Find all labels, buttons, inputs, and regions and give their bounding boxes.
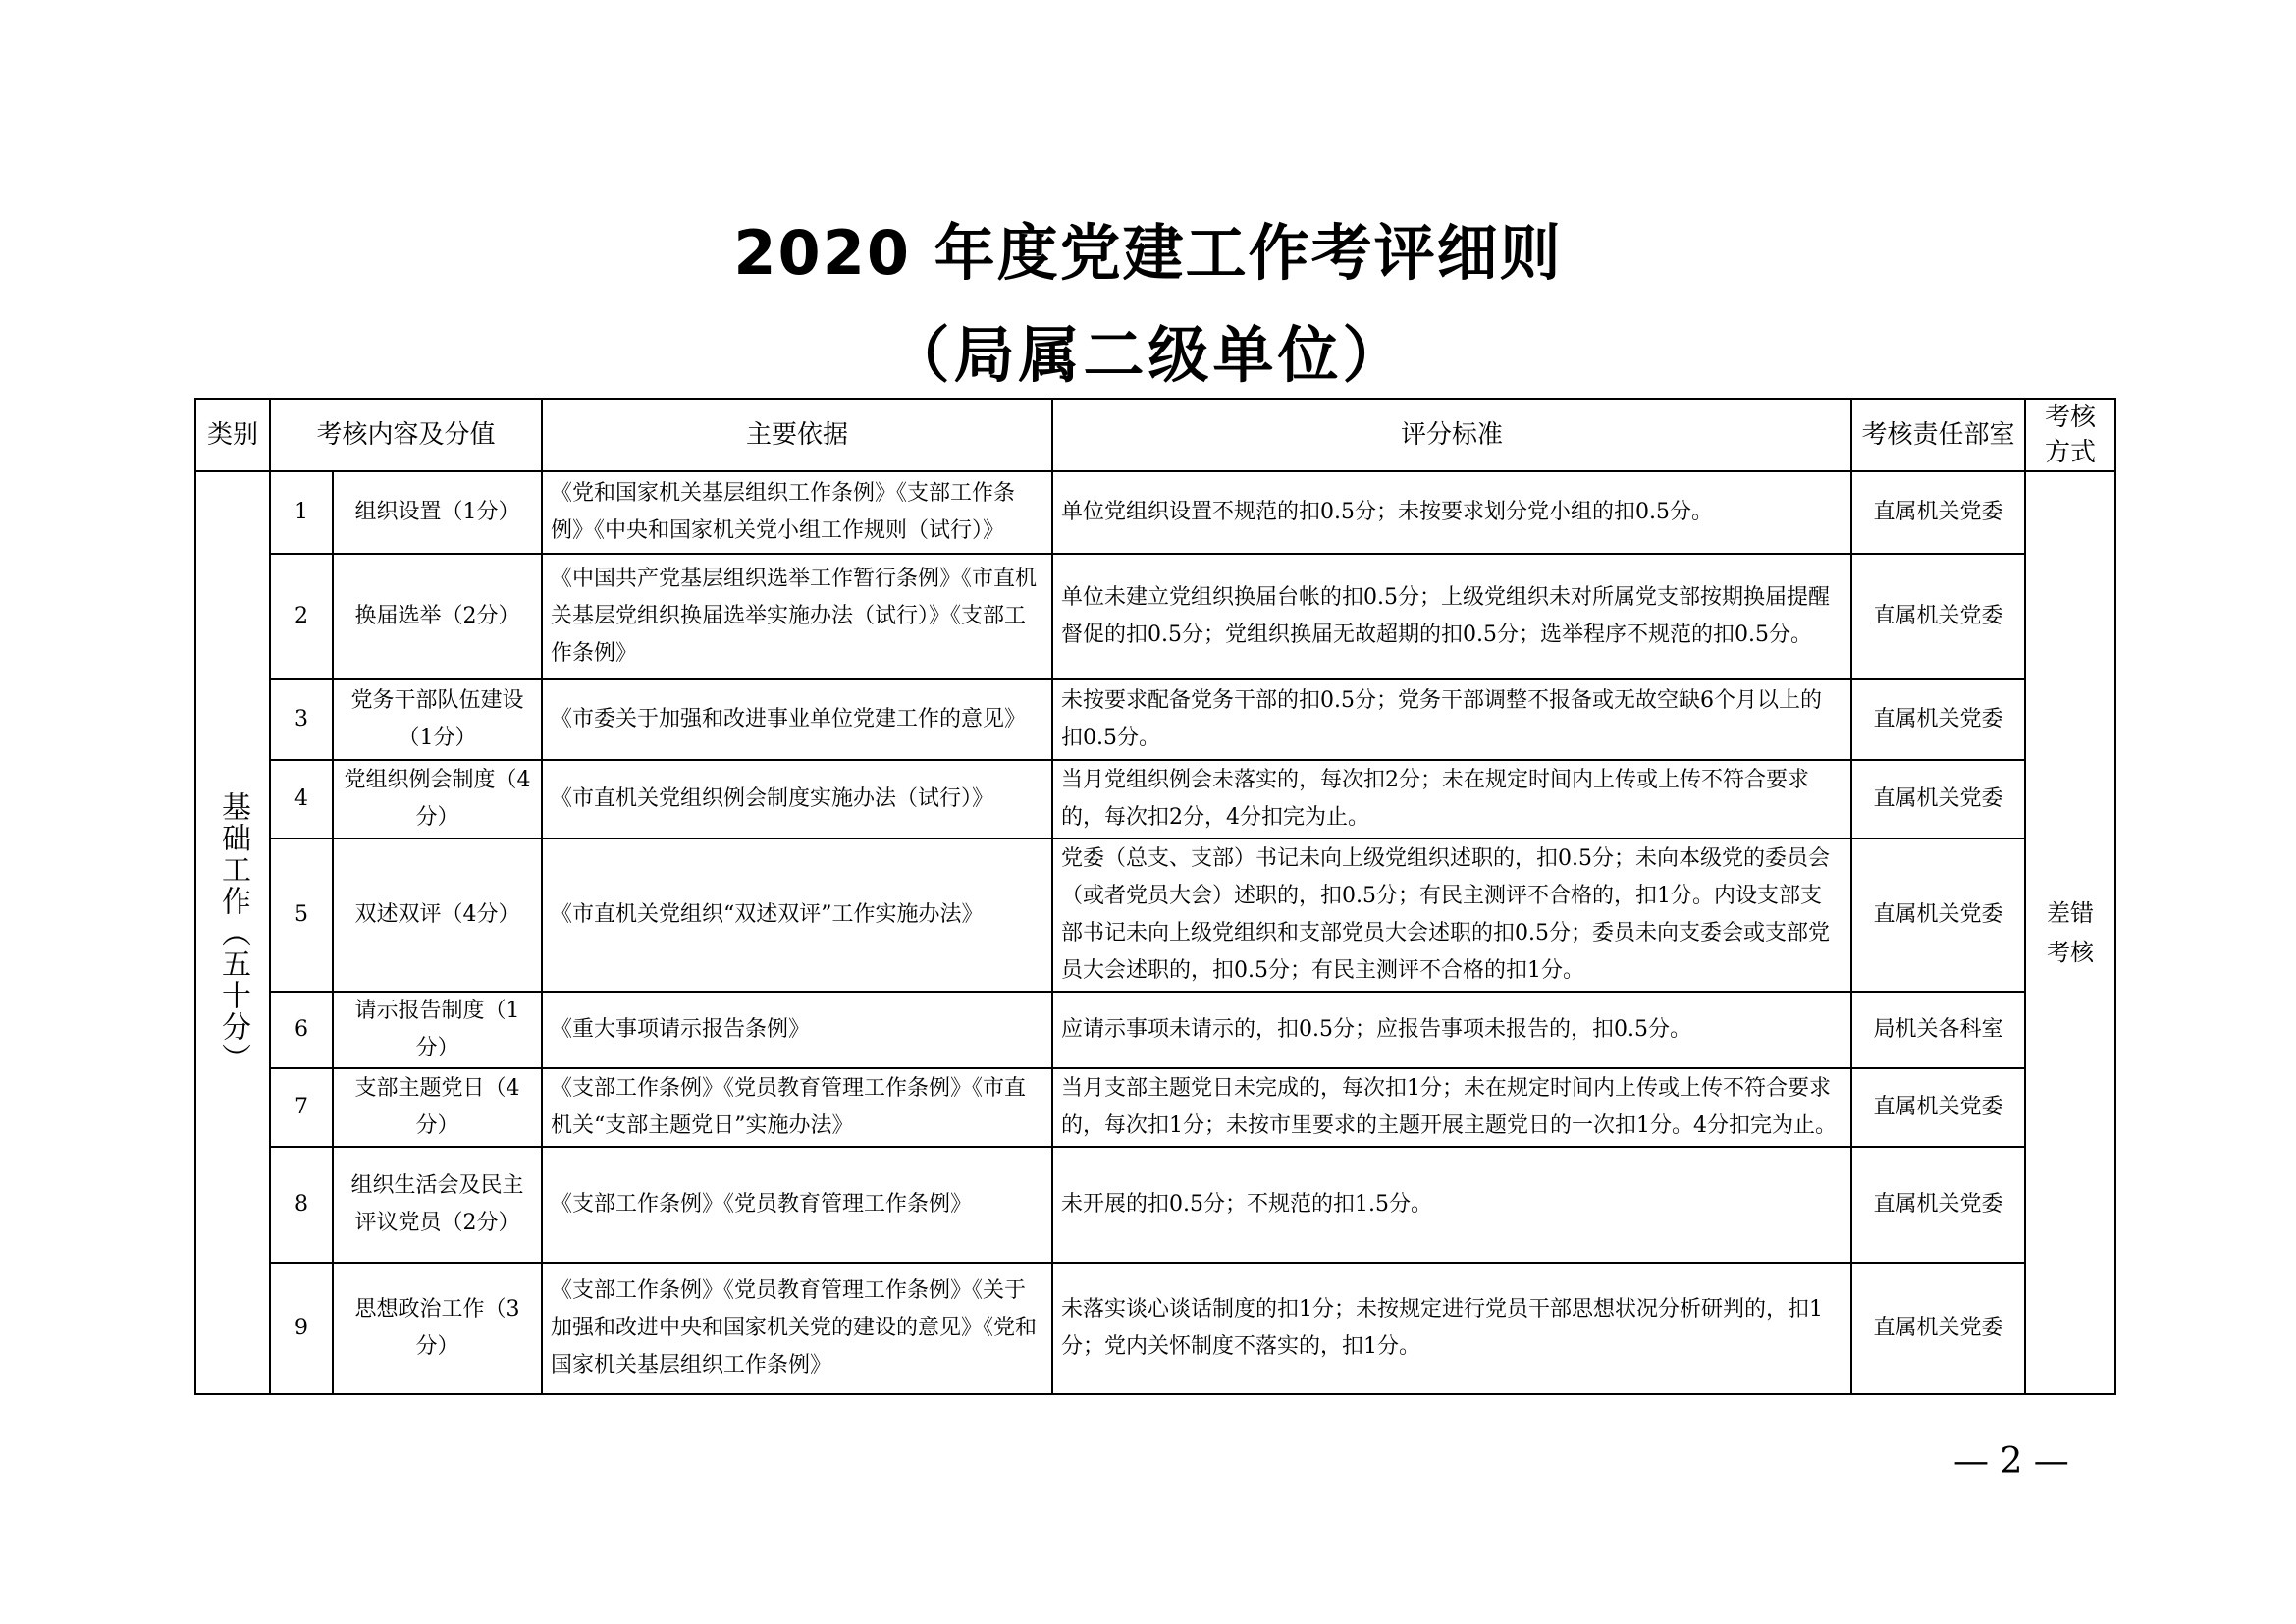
- row-number: 9: [270, 1263, 333, 1394]
- category-label: 基础工作（五十分）: [216, 791, 250, 1074]
- row-number: 5: [270, 839, 333, 992]
- assessment-table: [194, 398, 2116, 1395]
- row-dept: 直属机关党委: [1851, 839, 2025, 992]
- row-number: 2: [270, 554, 333, 679]
- row-number: 1: [270, 471, 333, 554]
- row-standard: 当月党组织例会未落实的，每次扣2分；未在规定时间内上传或上传不符合要求的，每次扣2分，4分扣完为止。: [1052, 760, 1851, 839]
- row-item: 请示报告制度（1分）: [333, 992, 542, 1068]
- row-basis: 《中国共产党基层组织选举工作暂行条例》《市直机关基层党组织换届选举实施办法（试行）》《支部工作条例》: [542, 554, 1052, 679]
- row-basis: 《支部工作条例》《党员教育管理工作条例》: [542, 1147, 1052, 1263]
- row-dept: 直属机关党委: [1851, 679, 2025, 760]
- row-number: 8: [270, 1147, 333, 1263]
- row-number: 6: [270, 992, 333, 1068]
- row-number: 7: [270, 1068, 333, 1147]
- row-item: 党务干部队伍建设（1分）: [333, 679, 542, 760]
- header-content: 考核内容及分值: [270, 399, 542, 471]
- row-number: 4: [270, 760, 333, 839]
- row-standard: 未按要求配备党务干部的扣0.5分；党务干部调整不报备或无故空缺6个月以上的扣0.5分。: [1052, 679, 1851, 760]
- method-cell: [2025, 471, 2115, 1394]
- row-item: 组织设置（1分）: [333, 471, 542, 554]
- row-standard: 未开展的扣0.5分；不规范的扣1.5分。: [1052, 1147, 1851, 1263]
- row-item: 支部主题党日（4分）: [333, 1068, 542, 1147]
- row-item: 换届选举（2分）: [333, 554, 542, 679]
- table-header-row: [195, 399, 2115, 471]
- row-basis: 《市委关于加强和改进事业单位党建工作的意见》: [542, 679, 1052, 760]
- row-basis: 《重大事项请示报告条例》: [542, 992, 1052, 1068]
- row-item: 组织生活会及民主评议党员（2分）: [333, 1147, 542, 1263]
- table-row: [195, 1147, 2115, 1263]
- row-dept: 直属机关党委: [1851, 1147, 2025, 1263]
- table-row: [195, 554, 2115, 679]
- table-row: [195, 1068, 2115, 1147]
- row-number: 3: [270, 679, 333, 760]
- row-standard: 单位未建立党组织换届台帐的扣0.5分；上级党组织未对所属党支部按期换届提醒督促的扣0.5分；党组织换届无故超期的扣0.5分；选举程序不规范的扣0.5分。: [1052, 554, 1851, 679]
- row-basis: 《市直机关党组织例会制度实施办法（试行）》: [542, 760, 1052, 839]
- category-cell: [195, 471, 270, 1394]
- row-basis: 《党和国家机关基层组织工作条例》《支部工作条例》《中央和国家机关党小组工作规则（试行）》: [542, 471, 1052, 554]
- row-dept: 局机关各科室: [1851, 992, 2025, 1068]
- row-standard: 当月支部主题党日未完成的，每次扣1分；未在规定时间内上传或上传不符合要求的，每次扣1分；未按市里要求的主题开展主题党日的一次扣1分。4分扣完为止。: [1052, 1068, 1851, 1147]
- header-basis: 主要依据: [542, 399, 1052, 471]
- table-row: [195, 839, 2115, 992]
- row-basis: 《支部工作条例》《党员教育管理工作条例》《市直机关“支部主题党日”实施办法》: [542, 1068, 1052, 1147]
- page-number: — 2 —: [1953, 1441, 2069, 1482]
- row-dept: 直属机关党委: [1851, 471, 2025, 554]
- table-row: [195, 471, 2115, 554]
- row-standard: 党委（总支、支部）书记未向上级党组织述职的，扣0.5分；未向本级党的委员会（或者党员大会）述职的，扣0.5分；有民主测评不合格的，扣1分。内设支部支部书记未向上级党组织和支部党员大会述职的扣0.5分；委员未向支委会或支部党员大会述职的，扣0.5分；有民主测评不合格的扣1分。: [1052, 839, 1851, 992]
- table-row: [195, 992, 2115, 1068]
- table-row: [195, 1263, 2115, 1394]
- method-label: 差错考核: [2047, 898, 2095, 966]
- header-dept: 考核责任部室: [1851, 399, 2025, 471]
- row-item: 党组织例会制度（4分）: [333, 760, 542, 839]
- row-item: 思想政治工作（3分）: [333, 1263, 542, 1394]
- header-method: 考核方式: [2025, 399, 2115, 471]
- row-dept: 直属机关党委: [1851, 760, 2025, 839]
- header-category: 类别: [195, 399, 270, 471]
- row-standard: 未落实谈心谈话制度的扣1分；未按规定进行党员干部思想状况分析研判的，扣1分；党内关怀制度不落实的，扣1分。: [1052, 1263, 1851, 1394]
- row-dept: 直属机关党委: [1851, 1068, 2025, 1147]
- row-basis: 《市直机关党组织“双述双评”工作实施办法》: [542, 839, 1052, 992]
- row-dept: 直属机关党委: [1851, 1263, 2025, 1394]
- page-subtitle: （局属二级单位）: [888, 319, 1408, 391]
- row-standard: 应请示事项未请示的，扣0.5分；应报告事项未报告的，扣0.5分。: [1052, 992, 1851, 1068]
- row-standard: 单位党组织设置不规范的扣0.5分；未按要求划分党小组的扣0.5分。: [1052, 471, 1851, 554]
- table-row: [195, 760, 2115, 839]
- row-basis: 《支部工作条例》《党员教育管理工作条例》《关于加强和改进中央和国家机关党的建设的意见》《党和国家机关基层组织工作条例》: [542, 1263, 1052, 1394]
- page-title: 2020 年度党建工作考评细则: [733, 217, 1563, 289]
- header-standard: 评分标准: [1052, 399, 1851, 471]
- row-item: 双述双评（4分）: [333, 839, 542, 992]
- row-dept: 直属机关党委: [1851, 554, 2025, 679]
- table-row: [195, 679, 2115, 760]
